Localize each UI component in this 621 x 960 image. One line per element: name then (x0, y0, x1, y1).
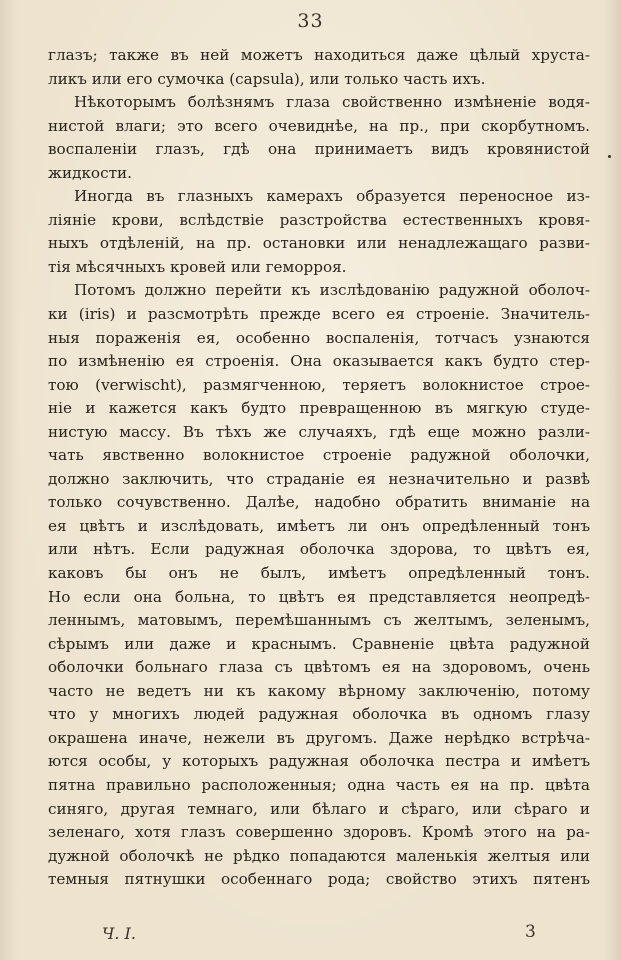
text-line: каковъ бы онъ не былъ, имѣетъ опредѣленный тонъ. (48, 564, 590, 583)
text-line: сѣрымъ или даже и краснымъ. Сравненіе цвѣта радужной (48, 634, 590, 653)
text-line: ніе и кажется какъ будто превращенною въ мягкую студе- (48, 399, 590, 418)
text-line: по измѣненію ея строенія. Она оказывается какъ будто стер- (48, 352, 590, 371)
text-line: что у многихъ людей радужная оболочка въ одномъ глазу (48, 705, 590, 724)
text-line: жидкости. (48, 163, 132, 182)
ink-speck (608, 155, 611, 158)
text-line: окрашена иначе, нежели въ другомъ. Даже нерѣдко встрѣча- (48, 728, 590, 747)
text-line: ныя пораженія ея, особенно воспаленія, тотчасъ узнаются (48, 328, 590, 347)
text-line: ются особы, у которыхъ радужная оболочка пестра и имѣетъ (48, 752, 590, 771)
text-line: тія мѣсячныхъ кровей или геморроя. (48, 257, 347, 276)
text-line: только сочувственно. Далѣе, надобно обратить вниманіе на (48, 493, 590, 512)
text-line: нистую массу. Въ тѣхъ же случаяхъ, гдѣ еще можно разли- (48, 422, 590, 441)
text-line: глазъ; также въ ней можетъ находиться даже цѣлый хруста- (48, 46, 590, 64)
text-line: должно заключить, что страданіе ея незначительно и развѣ (48, 469, 590, 488)
text-line: темныя пятнушки особеннаго рода; свойство этихъ пятенъ (48, 870, 590, 889)
text-line: зеленаго, хотя глазъ совершенно здоровъ. Кромѣ этого на ра- (48, 823, 590, 842)
text-line: Потомъ должно перейти къ изслѣдованію радужной оболоч- (74, 281, 590, 300)
text-line: ліяніе крови, вслѣдствіе разстройства естественныхъ кровя- (48, 210, 590, 229)
text-line: воспаленіи глазъ, гдѣ она принимаетъ видъ кровянистой (48, 140, 590, 159)
text-line: ликъ или его сумочка (capsula), или только часть ихъ. (48, 69, 486, 88)
text-line: или нѣтъ. Если радужная оболочка здорова, то цвѣтъ ея, (48, 540, 590, 559)
text-line: синяго, другая темнаго, или бѣлаго и сѣраго, или сѣраго и (48, 799, 590, 818)
text-line: Но если она больна, то цвѣтъ ея представляется неопредѣ- (48, 587, 590, 606)
page-number: 33 (297, 10, 324, 32)
text-line: тою (verwischt), размягченною, теряетъ волокнистое строе- (48, 375, 590, 394)
text-line: дужной оболочкѣ не рѣдко попадаются маленькія желтыя или (48, 846, 590, 865)
text-line: ея цвѣтъ и изслѣдовать, имѣетъ ли онъ опредѣленный тонъ (48, 516, 590, 535)
text-line: пятна правильно расположенныя; одна часть ея на пр. цвѣта (48, 775, 590, 794)
text-line: ныхъ отдѣленій, на пр. остановки или ненадлежащаго разви- (48, 234, 590, 253)
text-line: Нѣкоторымъ болѣзнямъ глаза свойственно измѣненіе водя- (74, 93, 590, 112)
body-text (48, 44, 590, 892)
text-line: оболочки больнаго глаза съ цвѣтомъ ея на здоровомъ, очень (48, 658, 590, 677)
text-line: нистой влаги; это всего очевиднѣе, на пр., при скорбутномъ. (48, 116, 590, 135)
text-line: часто не ведетъ ни къ какому вѣрному заключенію, потому (48, 681, 590, 700)
text-line: леннымъ, матовымъ, перемѣшаннымъ съ желтымъ, зеленымъ, (48, 611, 590, 630)
footer-sheet-number: 3 (525, 922, 536, 942)
text-line: чать явственно волокнистое строеніе радужной оболочки, (48, 446, 590, 465)
text-line: ки (iris) и разсмотрѣть прежде всего ея строеніе. Значитель- (48, 305, 590, 324)
text-line: Иногда въ глазныхъ камерахъ образуется переносное из- (74, 187, 590, 206)
footer-signature: Ч. I. (102, 924, 136, 943)
